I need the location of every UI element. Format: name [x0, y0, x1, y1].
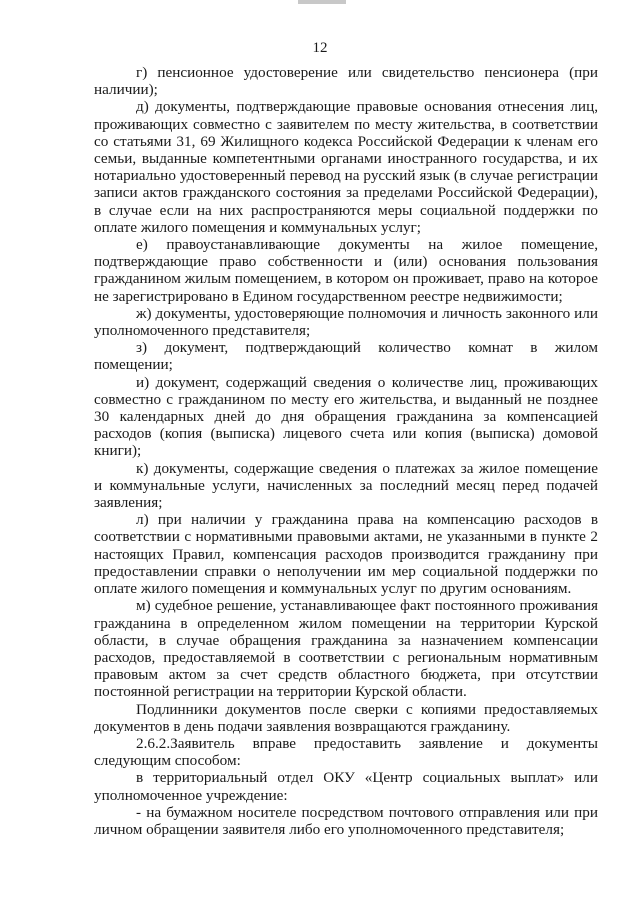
paragraph-i-residents-document: и) документ, содержащий сведения о количестве лиц, проживающих совместно с гражданином по месту его жительства, и выданный не позднее 30 календарных дней до дня обращения гражданина за компенсацией расходов (копия (выписка) лицевого счета или копия (выписка) домовой книги); [94, 373, 598, 460]
paragraph-z-room-count-document: з) документ, подтверждающий количество комнат в жилом помещении; [94, 339, 598, 374]
page-number: 12 [312, 40, 328, 56]
paragraph-k-payment-documents: к) документы, содержащие сведения о платежах за жилое помещение и коммунальные услуги, начисленных за последний месяц перед подачей заявления; [94, 459, 598, 512]
scan-header-mark [298, 0, 346, 4]
paragraph-2-6-2-submission: 2.6.2.Заявитель вправе предоставить заявление и документы следующим способом: [94, 734, 598, 770]
paragraph-paper-submission: - на бумажном носителе посредством почтового отправления или при личном обращении заявителя либо его уполномоченного представителя; [94, 803, 598, 838]
paragraph-d-family-documents: д) документы, подтверждающие правовые основания отнесения лиц, проживающих совместно с заявителем по месту жительства, в соответствии со статьями 31, 69 Жилищного кодекса Российской Федерации к членам его семьи, выданные компетентными органами иностранного государства, и их нотариально удостоверенный перевод на русский язык (в случае регистрации записи актов гражданского состояния за пределами Российской Федерации), в случае если на них распространяются меры социальной поддержки по оплате жилого помещения и коммунальных услуг; [94, 98, 598, 236]
paragraph-l-other-grounds: л) при наличии у гражданина права на компенсацию расходов в соответствии с нормативными правовыми актами, не указанными в пункте 2 настоящих Правил, компенсация расходов производится гражданину при предоставлении справки о неполучении им мер социальной поддержки по оплате жилого помещения и коммунальных услуг по другим основаниям. [94, 511, 598, 598]
paragraph-originals-returned: Подлинники документов после сверки с копиями предоставляемых документов в день подачи заявления возвращаются гражданину. [94, 700, 598, 735]
paragraph-zh-representative-documents: ж) документы, удостоверяющие полномочия и личность законного или уполномоченного представителя; [94, 304, 598, 340]
paragraph-e-title-documents: е) правоустанавливающие документы на жилое помещение, подтверждающие право собственности и (или) основания пользования гражданином жилым помещением, в котором он проживает, право на которое не зарегистрировано в Едином государственном реестре недвижимости; [94, 236, 598, 305]
document-body [94, 64, 598, 838]
paragraph-m-court-decision: м) судебное решение, устанавливающее факт постоянного проживания гражданина в определенном жилом помещении на территории Курской области, в случае обращения гражданина за назначением компенсации расходов, предоставляемой в соответствии с региональным нормативным правовым актом за счет средств областного бюджета, при отсутствии постоянной регистрации на территории Курской области. [94, 597, 598, 701]
paragraph-territorial-office: в территориальный отдел ОКУ «Центр социальных выплат» или уполномоченное учреждение: [94, 769, 598, 804]
paragraph-g-pension-certificate: г) пенсионное удостоверение или свидетельство пенсионера (при наличии); [94, 64, 598, 99]
